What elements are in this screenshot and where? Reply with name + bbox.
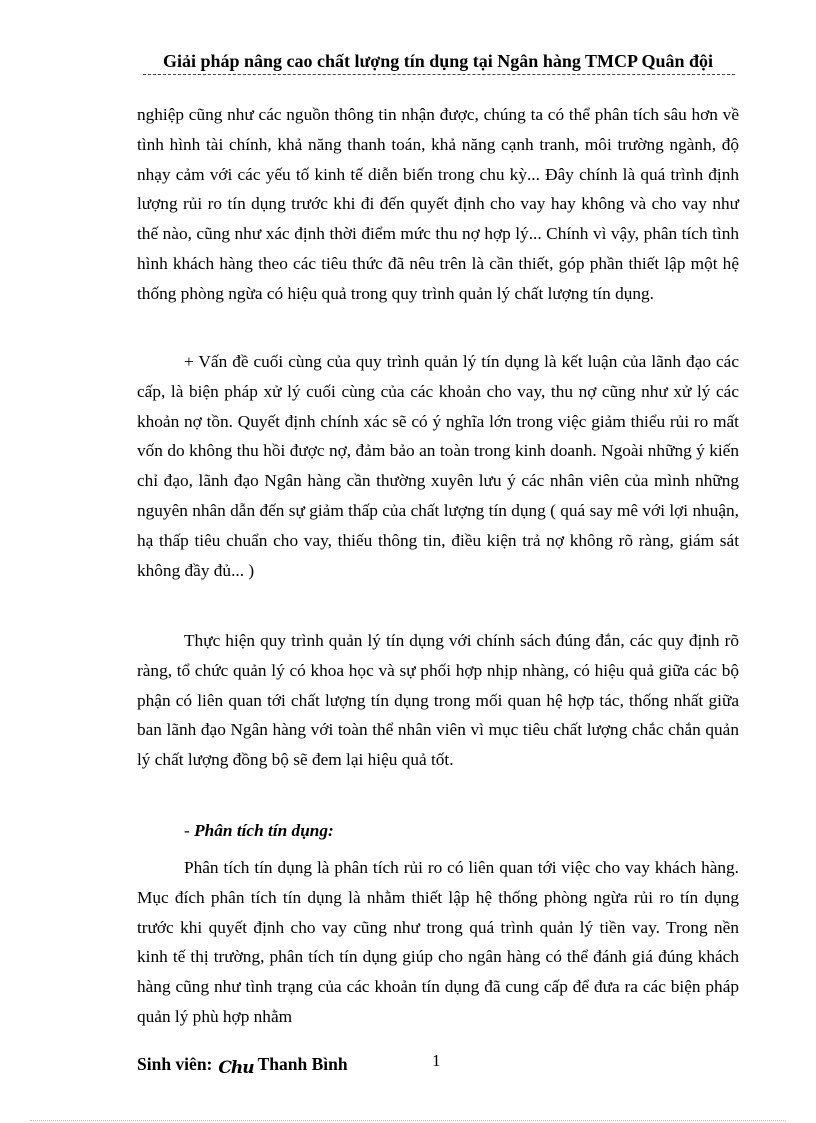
page-bottom-divider: [30, 1120, 786, 1121]
footer-student-script-name: Chu: [218, 1058, 254, 1078]
paragraph-4: Phân tích tín dụng là phân tích rủi ro có liên quan tới việc cho vay khách hàng. Mục đích phân tích tín dụng là nhằm thiết lập hệ thống phòng ngừa rủi ro tín dụng trước khi quyết định cho vay cũng như trong quá trình quản lý tiền vay. Trong nền kinh tế thị trường, phân tích tín dụng giúp cho ngân hàng có thể đánh giá đúng khách hàng cũng như tình trạng của các khoản tín dụng đã cung cấp để đưa ra các biện pháp quản lý phù hợp nhằm: [137, 858, 739, 1026]
subheading-dash: -: [184, 821, 195, 840]
subheading-credit-analysis: [137, 816, 739, 846]
subheading-text: Phân tích tín dụng:: [194, 821, 334, 840]
footer-student-name: Thanh Bình: [257, 1054, 348, 1074]
paragraph-3: Thực hiện quy trình quản lý tín dụng với chính sách đúng đắn, các quy định rõ ràng, tổ chức quản lý có khoa học và sự phối hợp nhịp nhàng, có hiệu quả giữa các bộ phận có liên quan tới chất lượng tín dụng trong mối quan hệ hợp tác, thống nhất giữa ban lãnh đạo Ngân hàng với toàn thể nhân viên vì mục tiêu chất lượng chắc chắn quản lý chất lượng đồng bộ sẽ đem lại hiệu quả tốt.: [137, 631, 739, 770]
paragraph-1: nghiệp cũng như các nguồn thông tin nhận được, chúng ta có thể phân tích sâu hơn về tình hình tài chính, khả năng thanh toán, khả năng cạnh tranh, môi trường ngành, độ nhạy cảm với các yếu tố kinh tế diễn biến trong chu kỳ... Đây chính là quá trình định lượng rủi ro tín dụng trước khi đi đến quyết định cho vay hay không và cho vay như thế nào, cũng như xác định thời điểm mức thu nợ hợp lý... Chính vì vậy, phân tích tình hình khách hàng theo các tiêu thức đã nêu trên là cần thiết, góp phần thiết lập một hệ thống phòng ngừa có hiệu quả trong quy trình quản lý chất lượng tín dụng.: [137, 105, 739, 303]
footer-student-label: Sinh viên:: [137, 1054, 213, 1074]
paragraph-2: + Vấn đề cuối cùng của quy trình quản lý tín dụng là kết luận của lãnh đạo các cấp, là biện pháp xử lý cuối cùng của các khoản cho vay, thu nợ cũng như xử lý các khoản nợ tồn. Quyết định chính xác sẽ có ý nghĩa lớn trong việc giảm thiểu rủi ro mất vốn do không thu hồi được nợ, đảm bảo an toàn trong kinh doanh. Ngoài những ý kiến chỉ đạo, lãnh đạo Ngân hàng cần thường xuyên lưu ý các nhân viên của mình những nguyên nhân dẫn đến sự giảm thấp của chất lượng tín dụng ( quá say mê với lợi nhuận, hạ thấp tiêu chuẩn cho vay, thiếu thông tin, điều kiện trả nợ không rõ ràng, giám sát không đầy đủ... ): [137, 352, 739, 580]
header-divider: [143, 74, 735, 75]
page-number: 1: [432, 1051, 441, 1070]
footer-student: [137, 1054, 348, 1078]
page-header-title: Giải pháp nâng cao chất lượng tín dụng tại Ngân hàng TMCP Quân đội: [162, 51, 714, 71]
